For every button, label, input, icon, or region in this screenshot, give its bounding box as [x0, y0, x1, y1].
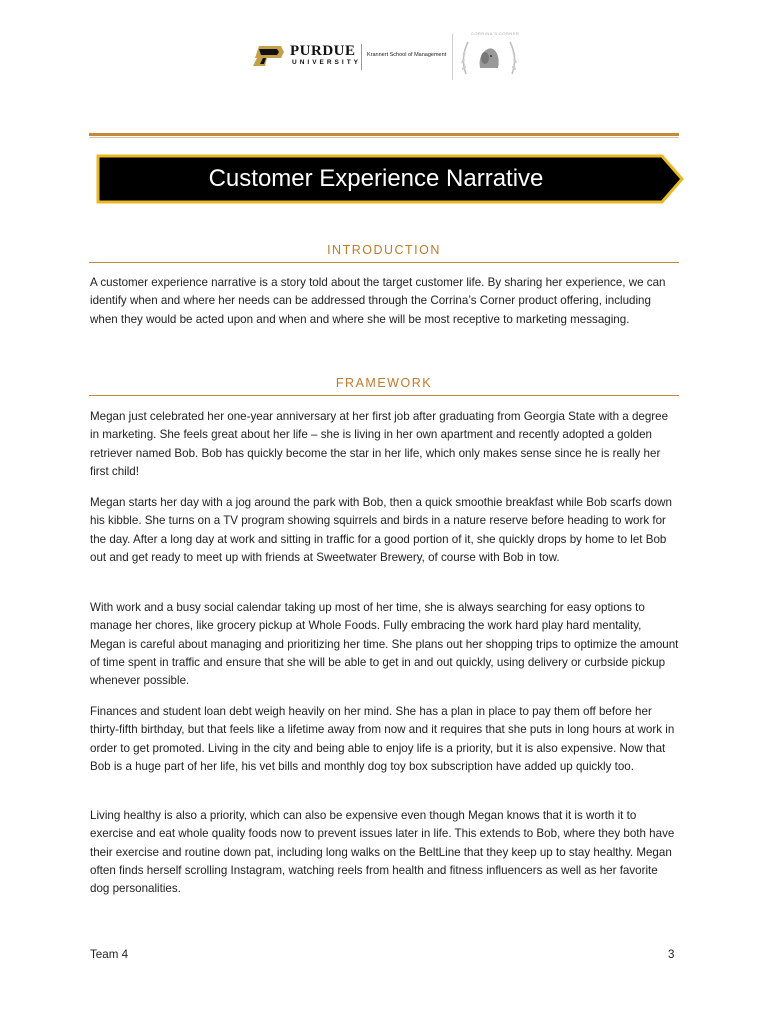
framework-paragraph: Megan just celebrated her one-year anniversary at her first job after graduating from Georgia State with a degree in marketing. She feels great about her life – she is living in her own apartment and recently adopted a golden retriever named Bob. Bob has quickly become the star in her life, which only makes sense since he is really her first child! — [90, 410, 669, 478]
header-logos — [0, 30, 768, 90]
page-number: 3 — [668, 948, 675, 961]
framework-paragraph: Living healthy is also a priority, which can also be expensive even though Megan knows that it is worth it to exercise and eat whole quality foods now to prevent issues later in life. This extends to Bob, where they both have their exercise and routine down pat, including long walks on the BeltLine that they keep up to stay healthy. Megan often finds herself scrolling Instagram, watching reels from health and fitness influencers as well as her favorite dog personalities. — [90, 809, 675, 896]
section-divider — [89, 395, 679, 396]
top-divider-thin — [89, 137, 679, 138]
logo-divider — [452, 34, 453, 80]
logo-divider — [361, 44, 362, 70]
purdue-wordmark: PURDUE — [290, 43, 356, 59]
framework-heading: FRAMEWORK — [335, 376, 433, 390]
krannert-label: Krannert School of Management — [367, 52, 447, 58]
seal-text: CORRINA'S CORNER — [471, 31, 520, 36]
purdue-logo-icon — [251, 44, 285, 68]
page-title: Customer Experience Narrative — [208, 165, 544, 192]
top-divider — [89, 133, 679, 136]
framework-paragraph: Finances and student loan debt weigh heavily on her mind. She has a plan in place to pay them off before her thirty-fifth birthday, but that feels like a lifetime away from now and it requires that she puts in long hours at work in order to get promoted. Living in the city and being able to enjoy life is a priority, but it is also expensive. Now that Bob is a huge part of her life, his vet bills and monthly dog toy box subscription have added up quickly too. — [90, 705, 675, 773]
footer-team: Team 4 — [90, 948, 129, 961]
introduction-paragraph: A customer experience narrative is a story told about the target customer life. By sharing her experience, we can identify when and where her needs can be addressed through the Corrina’s Corner product offering, including when they would be acted upon and when and where she will be most receptive to marketing messaging. — [90, 276, 666, 326]
corrinas-corner-seal-icon — [458, 34, 520, 80]
purdue-university-label: UNIVERSITY — [292, 59, 362, 66]
section-divider — [89, 262, 679, 263]
framework-paragraph: Megan starts her day with a jog around the park with Bob, then a quick smoothie breakfast while Bob scarfs down his kibble. She turns on a TV program showing squirrels and birds in a nature reserve before heading to work for the day. After a long day at work and sitting in traffic for a good portion of it, she quickly drops by home to let Bob out and get ready to meet up with friends at Sweetwater Brewery, of course with Bob in tow. — [90, 496, 672, 564]
framework-paragraph: With work and a busy social calendar taking up most of her time, she is always searching for easy options to manage her chores, like grocery pickup at Whole Foods. Fully embracing the work hard play hard mentality, Megan is careful about managing and prioritizing her time. She plans out her shopping trips to optimize the amount of time spent in traffic and ensure that she will be able to get in and out quickly, using delivery or curbside pickup whenever possible. — [90, 601, 679, 688]
introduction-heading: INTRODUCTION — [327, 243, 441, 257]
